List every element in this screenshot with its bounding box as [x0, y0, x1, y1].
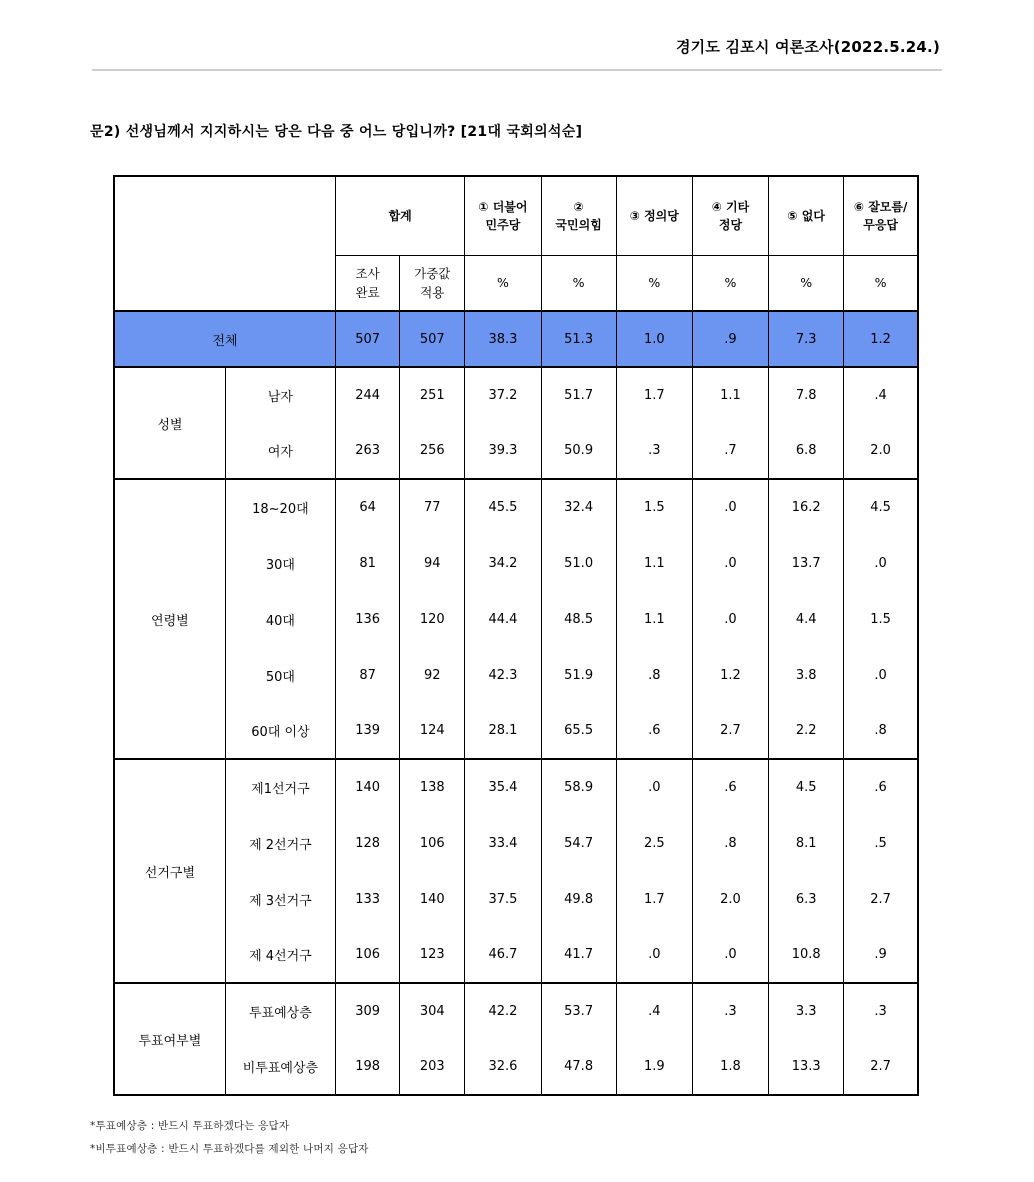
- data-cell: .7: [692, 423, 768, 479]
- data-cell: .6: [616, 703, 692, 759]
- party-header-democratic: ① 더불어 민주당: [465, 176, 541, 255]
- data-cell: 33.4: [465, 815, 541, 871]
- percent-header: %: [769, 255, 844, 311]
- data-cell: 1.7: [616, 871, 692, 927]
- data-cell: 120: [400, 591, 465, 647]
- data-cell: 87: [336, 647, 400, 703]
- data-cell: 2.5: [616, 815, 692, 871]
- data-cell: 128: [336, 815, 400, 871]
- data-cell: .9: [844, 927, 918, 983]
- data-cell: 133: [336, 871, 400, 927]
- table-row: [114, 871, 918, 927]
- data-cell: 138: [400, 759, 465, 815]
- data-cell: 1.5: [616, 479, 692, 535]
- data-cell: 58.9: [541, 759, 616, 815]
- group-label: 연령별: [114, 479, 225, 759]
- row-label: 40대: [225, 591, 335, 647]
- group-label: 성별: [114, 367, 225, 479]
- data-cell: 140: [400, 871, 465, 927]
- data-cell: 106: [336, 927, 400, 983]
- percent-header: %: [616, 255, 692, 311]
- data-cell: 2.7: [692, 703, 768, 759]
- data-cell: 1.9: [616, 1039, 692, 1095]
- total-row: [114, 311, 918, 367]
- percent-header: %: [692, 255, 768, 311]
- data-cell: 1.1: [616, 591, 692, 647]
- data-cell: 49.8: [541, 871, 616, 927]
- table-row: [114, 927, 918, 983]
- subheader-complete: 조사 완료: [336, 255, 400, 311]
- party-header-none: ⑤ 없다: [769, 176, 844, 255]
- data-cell: 50.9: [541, 423, 616, 479]
- data-cell: 8.1: [769, 815, 844, 871]
- footnote-voter: *투표예상층 : 반드시 투표하겠다는 응답자: [90, 1120, 290, 1132]
- row-label: 60대 이상: [225, 703, 335, 759]
- data-cell: 136: [336, 591, 400, 647]
- data-cell: .6: [692, 759, 768, 815]
- table-row: [114, 1039, 918, 1095]
- data-cell: 6.3: [769, 871, 844, 927]
- total-cell: 51.3: [541, 311, 616, 367]
- corner-cell: [114, 176, 336, 311]
- total-cell: 1.2: [844, 311, 918, 367]
- data-cell: 32.6: [465, 1039, 541, 1095]
- data-cell: .0: [616, 927, 692, 983]
- table-row: [114, 815, 918, 871]
- table-row: [114, 535, 918, 591]
- party-header-justice: ③ 정의당: [616, 176, 692, 255]
- document-header-title: 경기도 김포시 여론조사(2022.5.24.): [675, 38, 940, 56]
- row-label: 여자: [225, 423, 335, 479]
- row-label: 제1선거구: [225, 759, 335, 815]
- total-cell: 507: [336, 311, 400, 367]
- data-cell: 251: [400, 367, 465, 423]
- data-cell: 106: [400, 815, 465, 871]
- data-cell: 4.4: [769, 591, 844, 647]
- data-cell: 92: [400, 647, 465, 703]
- table-row: [114, 591, 918, 647]
- data-cell: 7.8: [769, 367, 844, 423]
- data-cell: 1.5: [844, 591, 918, 647]
- data-cell: .8: [616, 647, 692, 703]
- data-cell: 51.9: [541, 647, 616, 703]
- total-cell: .9: [692, 311, 768, 367]
- percent-header: %: [541, 255, 616, 311]
- data-cell: 140: [336, 759, 400, 815]
- data-cell: 1.8: [692, 1039, 768, 1095]
- data-cell: 13.3: [769, 1039, 844, 1095]
- data-cell: 123: [400, 927, 465, 983]
- data-cell: 304: [400, 983, 465, 1039]
- data-cell: 32.4: [541, 479, 616, 535]
- data-cell: 42.2: [465, 983, 541, 1039]
- total-cell: 7.3: [769, 311, 844, 367]
- table-row: [114, 983, 918, 1039]
- party-header-other: ④ 기타 정당: [692, 176, 768, 255]
- total-row-label: 전체: [114, 311, 336, 367]
- data-cell: .3: [616, 423, 692, 479]
- row-label: 제 2선거구: [225, 815, 335, 871]
- data-cell: 2.0: [692, 871, 768, 927]
- row-label: 제 4선거구: [225, 927, 335, 983]
- data-cell: 1.2: [692, 647, 768, 703]
- data-cell: 2.0: [844, 423, 918, 479]
- data-cell: .6: [844, 759, 918, 815]
- row-label: 비투표예상층: [225, 1039, 335, 1095]
- data-cell: 51.7: [541, 367, 616, 423]
- data-cell: 45.5: [465, 479, 541, 535]
- data-cell: 46.7: [465, 927, 541, 983]
- data-cell: 34.2: [465, 535, 541, 591]
- total-cell: 1.0: [616, 311, 692, 367]
- data-cell: 2.7: [844, 1039, 918, 1095]
- data-cell: 51.0: [541, 535, 616, 591]
- data-cell: .0: [844, 647, 918, 703]
- data-cell: 263: [336, 423, 400, 479]
- data-cell: 77: [400, 479, 465, 535]
- data-cell: 37.5: [465, 871, 541, 927]
- data-cell: 44.4: [465, 591, 541, 647]
- data-cell: 4.5: [844, 479, 918, 535]
- data-cell: 10.8: [769, 927, 844, 983]
- data-cell: 94: [400, 535, 465, 591]
- total-header: 합계: [336, 176, 465, 255]
- party-header-ppp: ② 국민의힘: [541, 176, 616, 255]
- data-cell: 16.2: [769, 479, 844, 535]
- row-label: 30대: [225, 535, 335, 591]
- data-cell: 13.7: [769, 535, 844, 591]
- data-cell: 203: [400, 1039, 465, 1095]
- data-cell: 124: [400, 703, 465, 759]
- data-cell: .5: [844, 815, 918, 871]
- data-cell: .8: [692, 815, 768, 871]
- data-cell: 1.7: [616, 367, 692, 423]
- data-cell: 4.5: [769, 759, 844, 815]
- data-cell: 1.1: [616, 535, 692, 591]
- data-cell: .0: [692, 479, 768, 535]
- data-cell: .0: [692, 591, 768, 647]
- data-cell: .0: [616, 759, 692, 815]
- footnote-nonvoter: *비투표예상층 : 반드시 투표하겠다를 제외한 나머지 응답자: [90, 1143, 369, 1155]
- data-cell: 2.7: [844, 871, 918, 927]
- data-cell: 37.2: [465, 367, 541, 423]
- data-cell: .4: [844, 367, 918, 423]
- row-label: 투표예상층: [225, 983, 335, 1039]
- data-cell: 39.3: [465, 423, 541, 479]
- data-cell: 35.4: [465, 759, 541, 815]
- crosstab-table: [113, 175, 919, 1096]
- table-row: [114, 367, 918, 423]
- table-row: [114, 479, 918, 535]
- table-row: [114, 759, 918, 815]
- table-row: [114, 423, 918, 479]
- data-cell: 3.8: [769, 647, 844, 703]
- data-cell: 244: [336, 367, 400, 423]
- data-cell: 28.1: [465, 703, 541, 759]
- table-row: [114, 647, 918, 703]
- data-cell: 1.1: [692, 367, 768, 423]
- data-cell: .0: [692, 535, 768, 591]
- percent-header: %: [844, 255, 918, 311]
- data-cell: .0: [844, 535, 918, 591]
- data-cell: .3: [692, 983, 768, 1039]
- row-label: 남자: [225, 367, 335, 423]
- data-cell: 2.2: [769, 703, 844, 759]
- data-cell: .4: [616, 983, 692, 1039]
- data-cell: 64: [336, 479, 400, 535]
- data-cell: 41.7: [541, 927, 616, 983]
- header-divider: [92, 69, 942, 71]
- data-cell: 47.8: [541, 1039, 616, 1095]
- group-label: 선거구별: [114, 759, 225, 983]
- data-cell: 53.7: [541, 983, 616, 1039]
- data-cell: 256: [400, 423, 465, 479]
- row-label: 50대: [225, 647, 335, 703]
- data-cell: 54.7: [541, 815, 616, 871]
- data-cell: 6.8: [769, 423, 844, 479]
- data-cell: 65.5: [541, 703, 616, 759]
- data-cell: .0: [692, 927, 768, 983]
- party-header-dontknow: ⑥ 잘모름/ 무응답: [844, 176, 918, 255]
- data-cell: 42.3: [465, 647, 541, 703]
- data-cell: 139: [336, 703, 400, 759]
- data-cell: 309: [336, 983, 400, 1039]
- row-label: 18~20대: [225, 479, 335, 535]
- data-cell: .3: [844, 983, 918, 1039]
- question-text: 문2) 선생님께서 지지하시는 당은 다음 중 어느 당입니까? [21대 국회의석순]: [90, 124, 583, 140]
- total-cell: 507: [400, 311, 465, 367]
- total-cell: 38.3: [465, 311, 541, 367]
- row-label: 제 3선거구: [225, 871, 335, 927]
- data-cell: .8: [844, 703, 918, 759]
- group-label: 투표여부별: [114, 983, 225, 1095]
- data-cell: 198: [336, 1039, 400, 1095]
- crosstab-body: [114, 311, 918, 1095]
- subheader-weighted: 가중값 적용: [400, 255, 465, 311]
- table-row: [114, 703, 918, 759]
- data-cell: 81: [336, 535, 400, 591]
- data-cell: 3.3: [769, 983, 844, 1039]
- percent-header: %: [465, 255, 541, 311]
- data-cell: 48.5: [541, 591, 616, 647]
